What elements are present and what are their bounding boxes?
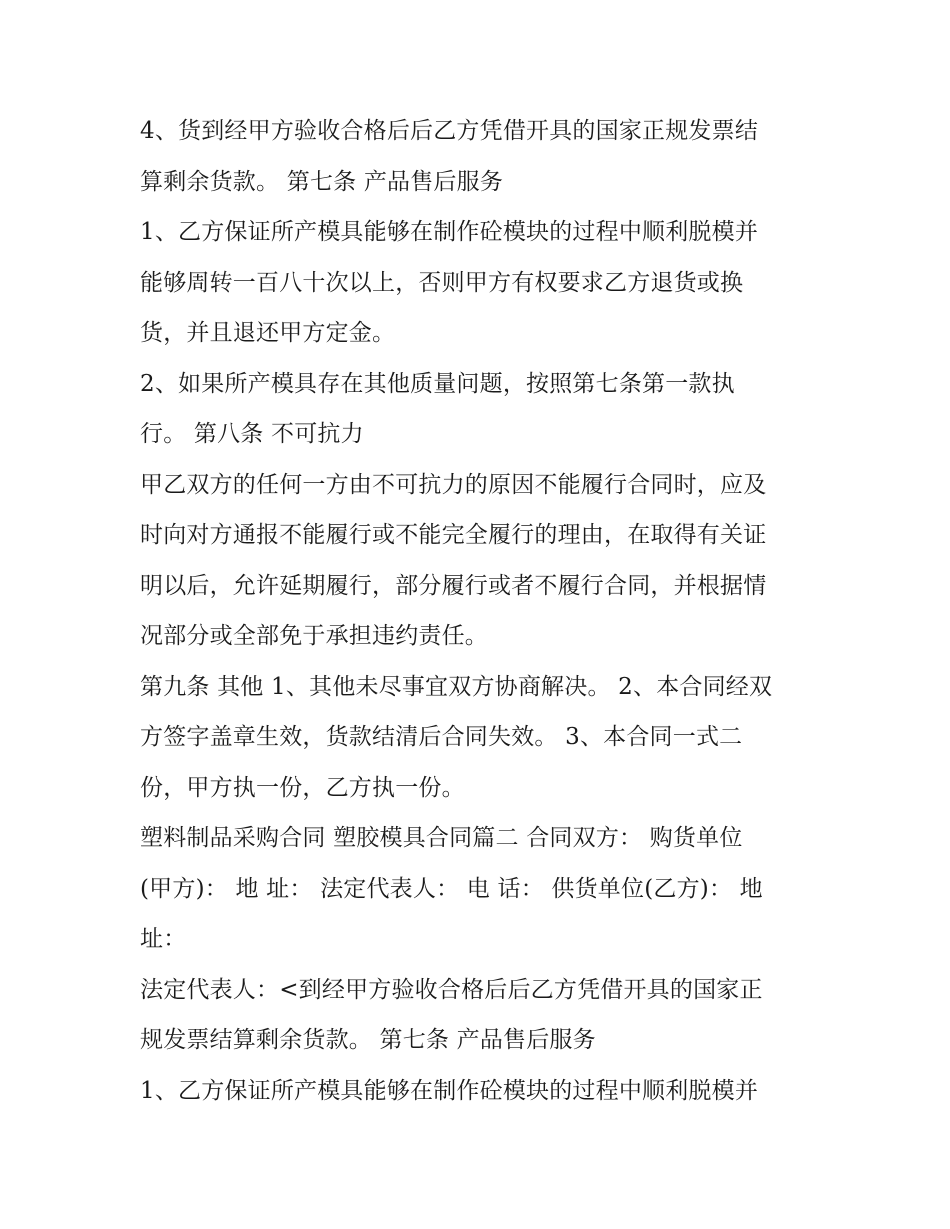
text-line-10: 明以后，允许延期履行，部分履行或者不履行合同，并根据情 xyxy=(140,572,767,599)
text-line-5: 货，并且退还甲方定金。 xyxy=(140,320,396,346)
text-line-13: 方签字盖章生效，货款结清后合同失效。 3、本合同一式二 xyxy=(140,724,743,750)
text-line-3: 1、乙方保证所产模具能够在制作砼模块的过程中顺利脱模并 xyxy=(140,219,759,245)
text-line-12: 第九条 其他 1、其他未尽事宜双方协商解决。 2、本合同经双 xyxy=(140,673,773,700)
text-line-20: 1、乙方保证所产模具能够在制作砼模块的过程中顺利脱模并 xyxy=(140,1077,759,1104)
text-line-8: 甲乙双方的任何一方由不可抗力的原因不能履行合同时，应及 xyxy=(140,471,767,498)
text-line-19: 规发票结算剩余货款。 第七条 产品售后服务 xyxy=(140,1027,596,1053)
text-line-17: 址： xyxy=(140,926,187,952)
text-line-9: 时向对方通报不能履行或不能完全履行的理由，在取得有关证 xyxy=(140,522,767,548)
text-line-2: 算剩余货款。 第七条 产品售后服务 xyxy=(140,168,504,195)
text-line-14: 份，甲方执一份，乙方执一份。 xyxy=(140,774,465,801)
text-line-6: 2、如果所产模具存在其他质量问题，按照第七条第一款执 xyxy=(140,370,735,397)
document-body xyxy=(140,106,830,1116)
text-line-7: 行。 第八条 不可抗力 xyxy=(140,421,364,447)
text-line-11: 况部分或全部免于承担违约责任。 xyxy=(140,623,488,649)
text-line-1: 4、货到经甲方验收合格后后乙方凭借开具的国家正规发票结 xyxy=(140,118,759,144)
text-line-18: 法定代表人：<到经甲方验收合格后后乙方凭借开具的国家正 xyxy=(140,976,763,1003)
text-line-15: 塑料制品采购合同 塑胶模具合同篇二 合同双方： 购货单位 xyxy=(140,825,743,851)
text-line-16: (甲方)： 地 址： 法定代表人： 电 话： 供货单位(乙方)： 地 xyxy=(140,875,763,902)
text-line-4: 能够周转一百八十次以上，否则甲方有权要求乙方退货或换 xyxy=(140,269,744,296)
